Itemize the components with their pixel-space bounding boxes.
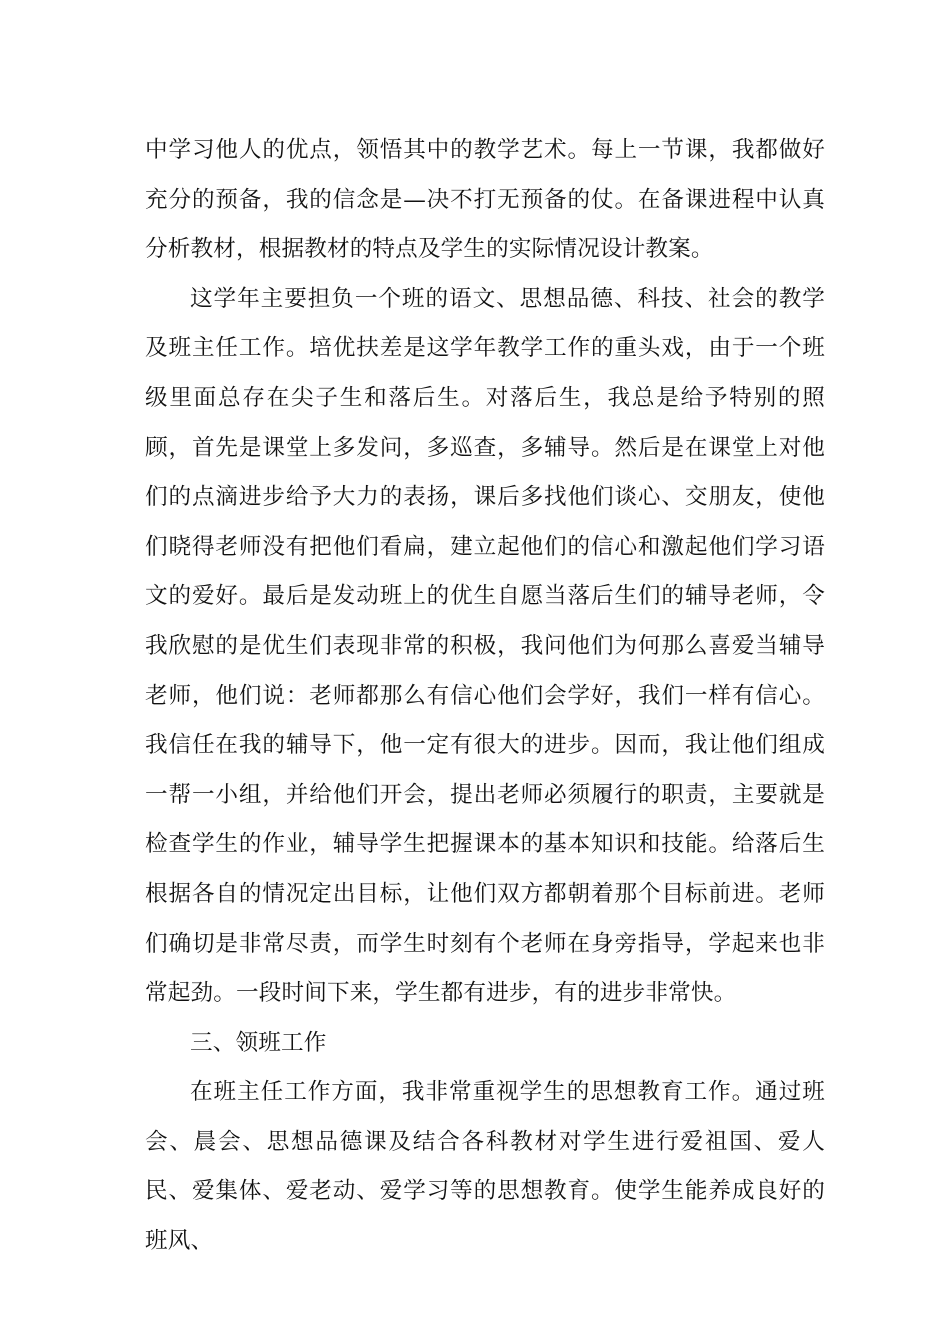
paragraph-continuation: 中学习他人的优点，领悟其中的教学艺术。每上一节课，我都做好充分的预备，我的信念是—决不打无预备的仗。在备课进程中认真分析教材，根据教材的特点及学生的实际情况设计教案。 [145, 137, 825, 263]
paragraph-class-teacher-work: 在班主任工作方面，我非常重视学生的思想教育工作。通过班会、晨会、思想品德课及结合各科教材对学生进行爱祖国、爱人民、爱集体、爱老动、爱学习等的思想教育。使学生能养成良好的班风、 [145, 1079, 825, 1255]
paragraph-teaching-work: 这学年主要担负一个班的语文、思想品德、科技、社会的教学及班主任工作。培优扶差是这学年教学工作的重头戏，由于一个班级里面总存在尖子生和落后生。对落后生，我总是给予特别的照顾，首先是课堂上多发问，多巡查，多辅导。然后是在课堂上对他们的点滴进步给予大力的表扬，课后多找他们谈心、交朋友，使他们晓得老师没有把他们看扁，建立起他们的信心和激起他们学习语文的爱好。最后是发动班上的优生自愿当落后生们的辅导老师，令我欣慰的是优生们表现非常的积极，我问他们为何那么喜爱当辅导老师，他们说：老师都那么有信心他们会学好，我们一样有信心。我信任在我的辅导下，他一定有很大的进步。因而，我让他们组成一帮一小组，并给他们开会，提出老师必须履行的职责，主要就是检查学生的作业，辅导学生把握课本的基本知识和技能。给落后生根据各自的情况定出目标，让他们双方都朝着那个目标前进。老师们确切是非常尽责，而学生时刻有个老师在身旁指导，学起来也非常起劲。一段时间下来，学生都有进步，有的进步非常快。 [145, 285, 825, 1007]
document-body [145, 126, 825, 1267]
section-heading: 三、领班工作 [190, 1029, 327, 1056]
